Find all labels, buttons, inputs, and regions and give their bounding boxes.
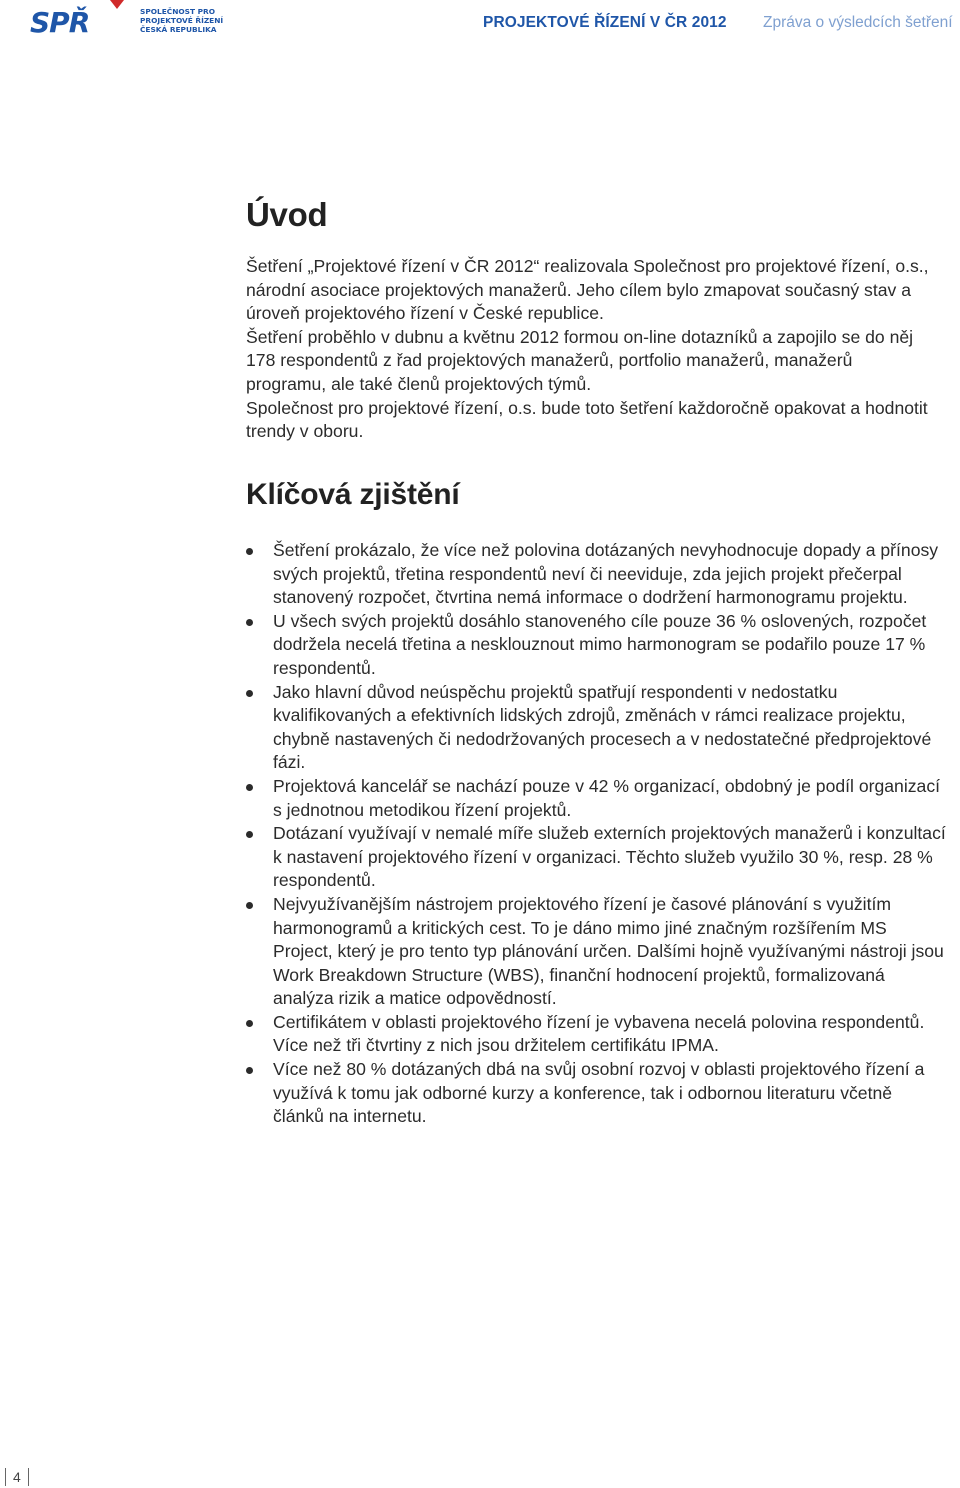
bullet-icon xyxy=(246,831,253,838)
finding-item xyxy=(246,539,946,610)
finding-item xyxy=(246,610,946,681)
logo-line: ČESKÁ REPUBLIKA xyxy=(140,25,217,34)
finding-text: Projektová kancelář se nachází pouze v 42 % organizací, obdobný je podíl organizací s jednotnou metodikou řízení projektů. xyxy=(273,775,941,820)
finding-text: Nejvyužívanějším nástrojem projektového řízení je časové plánování s využitím harmonogramů a kritických cest. To je dáno mimo jiné značným rozšířením MS Project, který je pro tento typ plánování určen. Dalšími hojně využívanými nástroji jsou Work Breakdown Structure (WBS), finanční hodnocení projektů, formalizovaná analýza rizik a matice odpovědností. xyxy=(273,893,944,1009)
finding-text: Dotázaní využívají v nemalé míře služeb externích projektových manažerů i konzultací k nastavení projektového řízení v organizaci. Těchto služeb využilo 30 %, resp. 28 % respondentů. xyxy=(273,823,946,891)
intro-paragraph: Šetření „Projektové řízení v ČR 2012“ realizovala Společnost pro projektové řízení, o.s., národní asociace projektových manažerů. Jeho cílem bylo zmapovat současný stav a úroveň projektového řízení v České republice. xyxy=(246,256,929,324)
finding-item xyxy=(246,1011,946,1058)
finding-text: Více než 80 % dotázaných dbá na svůj osobní rozvoj v oblasti projektového řízení a využívá k tomu jak odborné kurzy a konference, tak i odbornou literaturu včetně článků na internetu. xyxy=(273,1059,925,1127)
finding-text: Šetření prokázalo, že více než polovina dotázaných nevyhodnocuje dopady a přínosy svých projektů, třetina respondentů neví či neeviduje, zda jejich projekt přečerpal stanovený rozpočet, čtvrtina nemá informace o dodržení harmonogramu projektu. xyxy=(273,540,939,608)
page-header xyxy=(0,0,960,50)
logo-mark: SPŘ xyxy=(30,6,90,39)
intro-heading: Úvod xyxy=(246,196,328,233)
finding-text: U všech svých projektů dosáhlo stanoveného cíle pouze 36 % oslovených, rozpočet dodržela necelá třetina a nesklouznout mimo harmonogram se podařilo pouze 17 % respondentů. xyxy=(273,610,927,678)
report-subtitle: Zpráva o výsledcích šetření xyxy=(763,14,953,31)
finding-item xyxy=(246,681,946,775)
finding-item xyxy=(246,822,946,893)
finding-text: Certifikátem v oblasti projektového řízení je vybavena necelá polovina respondentů. Více než tři čtvrtiny z nich jsou držitelem certifikátu IPMA. xyxy=(273,1011,925,1056)
findings-list xyxy=(246,539,946,1129)
bullet-icon xyxy=(246,548,253,555)
intro-text xyxy=(246,255,936,444)
finding-item xyxy=(246,1058,946,1129)
spr-logo xyxy=(30,2,224,42)
finding-text: Jako hlavní důvod neúspěchu projektů spatřují respondenti v nedostatku kvalifikovaných a efektivních lidských zdrojů, změnách v rámci realizace projektu, chybně nastavených či nedodržovaných procesech a v nedostatečné předprojektové fázi. xyxy=(273,681,932,773)
bullet-icon xyxy=(246,902,253,909)
logo-line: SPOLEČNOST PRO xyxy=(140,7,215,16)
logo-text xyxy=(140,7,224,34)
bullet-icon xyxy=(246,1067,253,1074)
findings-heading: Klíčová zjištění xyxy=(246,478,460,511)
logo-line: PROJEKTOVÉ ŘÍZENÍ xyxy=(140,16,224,25)
intro-paragraph: Společnost pro projektové řízení, o.s. bude toto šetření každoročně opakovat a hodnotit trendy v oboru. xyxy=(246,397,928,442)
finding-item xyxy=(246,775,946,822)
bullet-icon xyxy=(246,784,253,791)
logo-flag-icon xyxy=(110,0,124,9)
report-title: PROJEKTOVÉ ŘÍZENÍ V ČR 2012 xyxy=(483,14,727,31)
main-content xyxy=(246,195,946,1127)
page-number: 4 xyxy=(5,1468,29,1486)
intro-paragraph: Šetření proběhlo v dubnu a květnu 2012 formou on-line dotazníků a zapojilo se do něj 178 respondentů z řad projektových manažerů, portfolio manažerů, manažerů programu, ale také členů projektových týmů. xyxy=(246,326,914,394)
bullet-icon xyxy=(246,1020,253,1027)
bullet-icon xyxy=(246,619,253,626)
finding-item xyxy=(246,893,946,1011)
bullet-icon xyxy=(246,690,253,697)
